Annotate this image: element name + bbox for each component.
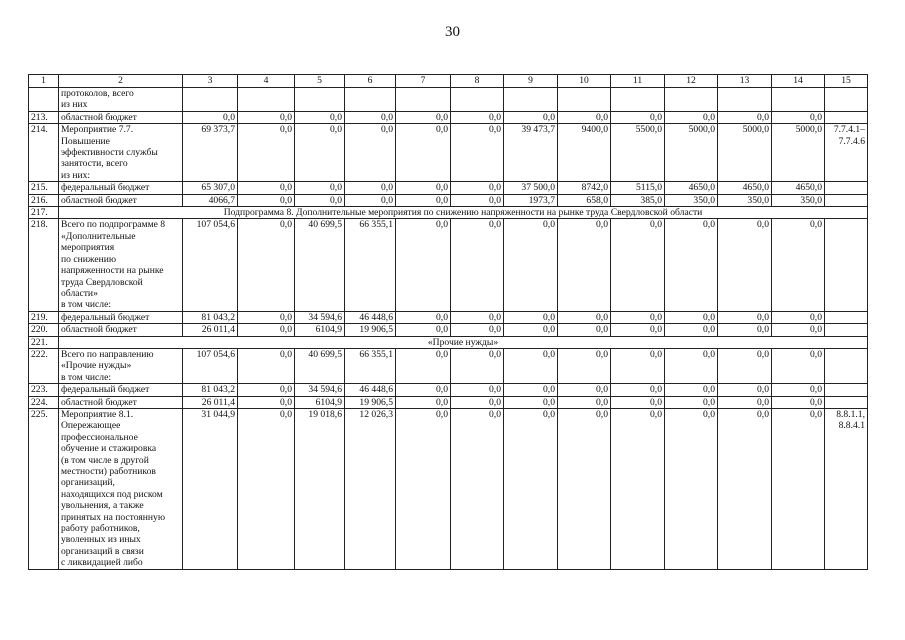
description-line: Всего по подпрограмме 8	[61, 219, 166, 231]
row-number: 214.	[29, 124, 59, 182]
value-cell: 66 355,1	[345, 219, 396, 311]
value-cell: 0,0	[396, 348, 451, 383]
value-cell: 81 043,2	[183, 311, 238, 323]
description-line: Опережающее	[61, 420, 121, 432]
column-header: 10	[558, 75, 611, 88]
value-cell	[665, 88, 718, 112]
section-title: «Прочие нужды»	[59, 336, 868, 348]
description-line: «Прочие нужды»	[61, 360, 132, 372]
column-header: 12	[665, 75, 718, 88]
value-cell: 0,0	[238, 384, 295, 396]
row-description	[59, 124, 183, 182]
row-description	[59, 324, 183, 336]
description-line: областной бюджет	[61, 396, 137, 408]
value-cell: 66 355,1	[345, 348, 396, 383]
value-cell: 0,0	[772, 348, 825, 383]
value-cell: 0,0	[396, 396, 451, 408]
value-cell: 31 044,9	[183, 408, 238, 569]
description-line: областной бюджет	[61, 324, 137, 336]
row-number: 221.	[29, 336, 59, 348]
value-cell: 0,0	[295, 111, 345, 123]
row-description	[59, 111, 183, 123]
row-description	[59, 348, 183, 383]
value-cell: 6104,9	[295, 324, 345, 336]
description-line: эффективности службы	[61, 147, 158, 159]
value-cell: 0,0	[451, 384, 504, 396]
table-row	[29, 124, 868, 182]
value-cell: 0,0	[665, 384, 718, 396]
value-cell: 5115,0	[611, 182, 665, 194]
column-header: 6	[345, 75, 396, 88]
value-cell: 0,0	[665, 348, 718, 383]
value-cell: 0,0	[345, 182, 396, 194]
value-cell: 0,0	[772, 219, 825, 311]
value-cell: 0,0	[718, 408, 772, 569]
column-header: 4	[238, 75, 295, 88]
value-cell: 46 448,6	[345, 311, 396, 323]
row-number: 215.	[29, 182, 59, 194]
column-header: 7	[396, 75, 451, 88]
value-cell: 0,0	[238, 124, 295, 182]
value-cell: 19 906,5	[345, 324, 396, 336]
value-cell	[718, 88, 772, 112]
value-cell: 9400,0	[558, 124, 611, 182]
table-row	[29, 182, 868, 194]
value-cell	[295, 88, 345, 112]
value-cell: 0,0	[718, 219, 772, 311]
target-reference	[825, 194, 868, 206]
value-cell: 0,0	[238, 111, 295, 123]
row-description	[59, 408, 183, 569]
value-cell: 0,0	[504, 219, 558, 311]
description-line: местности) работников	[61, 466, 156, 477]
description-line: по снижению	[61, 253, 117, 265]
row-number: 217.	[29, 207, 59, 219]
value-cell: 0,0	[396, 182, 451, 194]
value-cell: 26 011,4	[183, 396, 238, 408]
description-line: уволенных из иных	[61, 534, 141, 546]
value-cell: 5000,0	[718, 124, 772, 182]
column-header: 13	[718, 75, 772, 88]
value-cell: 0,0	[238, 311, 295, 323]
value-cell: 8742,0	[558, 182, 611, 194]
value-cell: 0,0	[451, 194, 504, 206]
value-cell: 0,0	[611, 396, 665, 408]
value-cell: 19 906,5	[345, 396, 396, 408]
value-cell: 0,0	[504, 111, 558, 123]
section-title: Подпрограмма 8. Дополнительные мероприятия по снижению напряженности на рынке труда Свердловской области	[59, 207, 868, 219]
row-number: 216.	[29, 194, 59, 206]
value-cell	[611, 88, 665, 112]
row-number	[29, 88, 59, 112]
value-cell: 0,0	[451, 324, 504, 336]
value-cell: 107 054,6	[183, 219, 238, 311]
description-line: труда Свердловской	[61, 276, 143, 288]
row-number: 223.	[29, 384, 59, 396]
description-line: в том числе:	[61, 299, 112, 311]
value-cell: 0,0	[718, 324, 772, 336]
value-cell: 0,0	[558, 219, 611, 311]
value-cell: 0,0	[238, 194, 295, 206]
row-number: 213.	[29, 111, 59, 123]
value-cell: 0,0	[772, 384, 825, 396]
value-cell: 385,0	[611, 194, 665, 206]
target-reference	[825, 324, 868, 336]
target-reference	[825, 219, 868, 311]
value-cell: 0,0	[558, 408, 611, 569]
table-row	[29, 408, 868, 569]
row-number: 225.	[29, 408, 59, 569]
column-header: 2	[59, 75, 183, 88]
value-cell: 0,0	[718, 384, 772, 396]
value-cell: 0,0	[772, 408, 825, 569]
value-cell: 0,0	[665, 219, 718, 311]
value-cell: 0,0	[396, 124, 451, 182]
table-row	[29, 219, 868, 311]
value-cell: 5500,0	[611, 124, 665, 182]
description-line: обучение и стажировка	[61, 443, 157, 455]
target-reference: 8.8.1.1, 8.8.4.1	[825, 408, 868, 569]
value-cell: 0,0	[558, 384, 611, 396]
value-cell: 0,0	[772, 111, 825, 123]
description-line: федеральный бюджет	[61, 311, 150, 323]
table-row	[29, 348, 868, 383]
row-description	[59, 384, 183, 396]
value-cell: 0,0	[611, 384, 665, 396]
value-cell: 0,0	[611, 324, 665, 336]
value-cell: 0,0	[504, 384, 558, 396]
row-number: 219.	[29, 311, 59, 323]
value-cell: 0,0	[718, 311, 772, 323]
description-line: Мероприятие 8.1.	[61, 408, 134, 420]
value-cell	[345, 88, 396, 112]
description-line: областной бюджет	[61, 111, 137, 123]
value-cell	[558, 88, 611, 112]
value-cell: 19 018,6	[295, 408, 345, 569]
column-header: 3	[183, 75, 238, 88]
value-cell: 0,0	[718, 348, 772, 383]
value-cell: 0,0	[451, 182, 504, 194]
value-cell: 0,0	[611, 111, 665, 123]
value-cell: 0,0	[558, 111, 611, 123]
description-line: протоколов, всего	[61, 88, 134, 99]
value-cell: 0,0	[451, 124, 504, 182]
row-description	[59, 182, 183, 194]
table-row	[29, 396, 868, 408]
description-line: федеральный бюджет	[61, 182, 150, 194]
description-line: принятых на постоянную	[61, 511, 165, 523]
table-row	[29, 324, 868, 336]
value-cell: 0,0	[772, 396, 825, 408]
description-line: профессиональное	[61, 431, 138, 443]
value-cell: 26 011,4	[183, 324, 238, 336]
value-cell: 4650,0	[772, 182, 825, 194]
value-cell: 0,0	[665, 311, 718, 323]
page-number: 30	[445, 24, 460, 40]
table-row	[29, 336, 868, 348]
value-cell: 0,0	[611, 311, 665, 323]
value-cell: 0,0	[451, 408, 504, 569]
description-line: Всего по направлению	[61, 348, 154, 360]
column-header: 14	[772, 75, 825, 88]
target-reference: 7.7.4.1–7.7.4.6	[825, 124, 868, 182]
description-line: из них:	[61, 169, 91, 181]
header-row	[29, 75, 868, 88]
value-cell: 4650,0	[665, 182, 718, 194]
value-cell: 0,0	[611, 219, 665, 311]
description-line: с ликвидацией либо	[61, 557, 143, 569]
value-cell: 1973,7	[504, 194, 558, 206]
description-line: мероприятия	[61, 242, 115, 254]
value-cell: 40 699,5	[295, 348, 345, 383]
value-cell: 0,0	[558, 324, 611, 336]
table-row	[29, 194, 868, 206]
value-cell	[396, 88, 451, 112]
value-cell: 0,0	[183, 111, 238, 123]
value-cell: 0,0	[295, 194, 345, 206]
value-cell: 0,0	[451, 396, 504, 408]
row-description	[59, 219, 183, 311]
table-row	[29, 384, 868, 396]
column-header: 11	[611, 75, 665, 88]
description-line: увольнения, а также	[61, 500, 144, 512]
value-cell: 0,0	[396, 384, 451, 396]
value-cell: 0,0	[558, 348, 611, 383]
description-line: «Дополнительные	[61, 230, 136, 242]
column-header: 15	[825, 75, 868, 88]
value-cell: 0,0	[396, 194, 451, 206]
value-cell: 40 699,5	[295, 219, 345, 311]
value-cell: 4066,7	[183, 194, 238, 206]
value-cell: 39 473,7	[504, 124, 558, 182]
value-cell: 0,0	[451, 348, 504, 383]
value-cell: 0,0	[238, 408, 295, 569]
description-line: организаций,	[61, 477, 115, 489]
description-line: занятости, всего	[61, 158, 128, 170]
description-line: Мероприятие 7.7.	[61, 124, 134, 136]
value-cell: 0,0	[295, 182, 345, 194]
value-cell: 12 026,3	[345, 408, 396, 569]
value-cell: 0,0	[558, 396, 611, 408]
value-cell: 0,0	[718, 396, 772, 408]
target-reference	[825, 111, 868, 123]
value-cell: 34 594,6	[295, 311, 345, 323]
row-number: 222.	[29, 348, 59, 383]
value-cell: 37 500,0	[504, 182, 558, 194]
value-cell	[504, 88, 558, 112]
description-line: работу работников,	[61, 523, 140, 535]
value-cell: 658,0	[558, 194, 611, 206]
value-cell: 5000,0	[665, 124, 718, 182]
value-cell: 0,0	[238, 182, 295, 194]
value-cell: 6104,9	[295, 396, 345, 408]
description-line: федеральный бюджет	[61, 384, 150, 396]
value-cell: 0,0	[238, 219, 295, 311]
value-cell: 0,0	[611, 348, 665, 383]
value-cell: 81 043,2	[183, 384, 238, 396]
value-cell: 0,0	[504, 348, 558, 383]
target-reference	[825, 348, 868, 383]
value-cell: 46 448,6	[345, 384, 396, 396]
value-cell: 0,0	[665, 111, 718, 123]
description-line: находящихся под риском	[61, 488, 163, 500]
table-body	[29, 75, 868, 570]
column-header: 9	[504, 75, 558, 88]
value-cell: 0,0	[718, 111, 772, 123]
value-cell: 0,0	[295, 124, 345, 182]
value-cell	[451, 88, 504, 112]
value-cell: 350,0	[665, 194, 718, 206]
description-line: в том числе:	[61, 371, 112, 383]
value-cell: 0,0	[396, 324, 451, 336]
target-reference	[825, 396, 868, 408]
target-reference	[825, 182, 868, 194]
budget-table	[28, 74, 868, 570]
column-header: 5	[295, 75, 345, 88]
value-cell	[238, 88, 295, 112]
value-cell: 0,0	[772, 311, 825, 323]
row-number: 218.	[29, 219, 59, 311]
value-cell: 107 054,6	[183, 348, 238, 383]
description-line: организаций в связи	[61, 545, 144, 557]
value-cell: 0,0	[238, 396, 295, 408]
value-cell: 0,0	[345, 124, 396, 182]
row-description	[59, 396, 183, 408]
value-cell: 0,0	[396, 219, 451, 311]
table-row	[29, 207, 868, 219]
description-line: из них	[61, 99, 88, 111]
value-cell: 350,0	[772, 194, 825, 206]
target-reference	[825, 384, 868, 396]
value-cell: 350,0	[718, 194, 772, 206]
value-cell: 0,0	[345, 111, 396, 123]
value-cell: 0,0	[238, 324, 295, 336]
value-cell: 0,0	[451, 219, 504, 311]
value-cell: 0,0	[611, 408, 665, 569]
value-cell: 0,0	[238, 348, 295, 383]
column-header: 1	[29, 75, 59, 88]
column-header: 8	[451, 75, 504, 88]
value-cell: 0,0	[504, 324, 558, 336]
description-line: Повышение	[61, 135, 110, 147]
value-cell: 4650,0	[718, 182, 772, 194]
description-line: области»	[61, 287, 98, 299]
value-cell: 0,0	[451, 111, 504, 123]
value-cell: 69 373,7	[183, 124, 238, 182]
value-cell: 0,0	[772, 324, 825, 336]
description-line: (в том числе в другой	[61, 454, 149, 466]
value-cell: 0,0	[396, 311, 451, 323]
table-row	[29, 311, 868, 323]
value-cell: 0,0	[504, 408, 558, 569]
row-description	[59, 88, 183, 112]
value-cell: 0,0	[665, 408, 718, 569]
row-description	[59, 194, 183, 206]
value-cell: 0,0	[504, 311, 558, 323]
row-description	[59, 311, 183, 323]
value-cell: 65 307,0	[183, 182, 238, 194]
value-cell: 0,0	[396, 111, 451, 123]
description-line: напряженности на рынке	[61, 265, 164, 277]
value-cell: 0,0	[665, 396, 718, 408]
value-cell: 0,0	[396, 408, 451, 569]
value-cell	[772, 88, 825, 112]
table-row	[29, 111, 868, 123]
value-cell: 5000,0	[772, 124, 825, 182]
value-cell: 0,0	[345, 194, 396, 206]
value-cell: 0,0	[665, 324, 718, 336]
value-cell: 0,0	[451, 311, 504, 323]
value-cell	[183, 88, 238, 112]
row-number: 224.	[29, 396, 59, 408]
description-line: областной бюджет	[61, 194, 137, 206]
value-cell: 34 594,6	[295, 384, 345, 396]
row-number: 220.	[29, 324, 59, 336]
table-row	[29, 88, 868, 112]
value-cell: 0,0	[558, 311, 611, 323]
target-reference	[825, 311, 868, 323]
target-reference	[825, 88, 868, 112]
value-cell: 0,0	[504, 396, 558, 408]
